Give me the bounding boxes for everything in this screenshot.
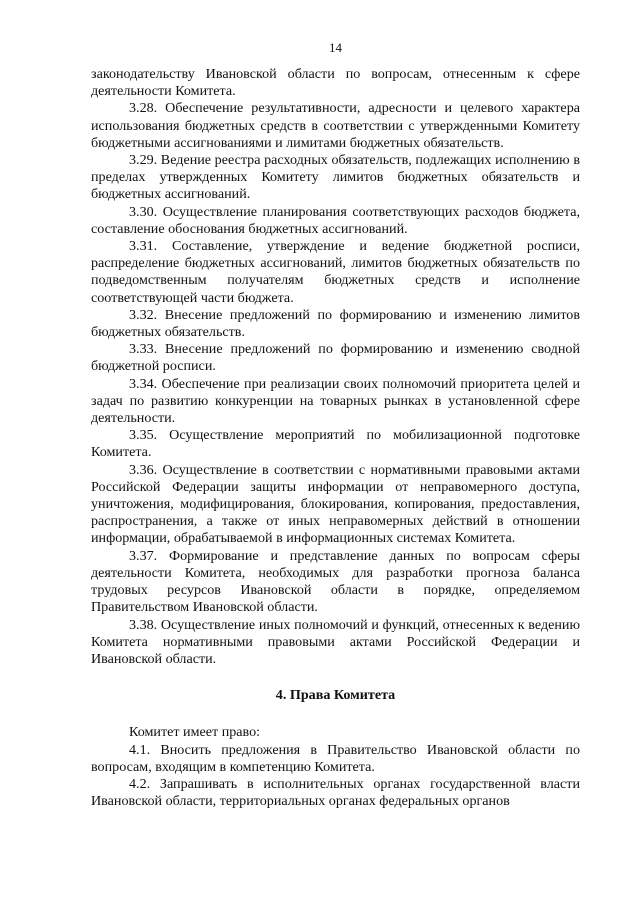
document-body: [91, 66, 580, 810]
paragraph-4-2: 4.2. Запрашивать в исполнительных органах государственной власти Ивановской области, территориальных органах федеральных органов: [91, 775, 580, 810]
paragraph-3-36: 3.36. Осуществление в соответствии с нормативными правовыми актами Российской Федерации защиты информации от неправомерного доступа, уничтожения, модифицирования, блокирования, копирования, предоставления, распространения, а также от иных неправомерных действий в отношении информации, обрабатываемой в информационных системах Комитета.: [91, 461, 580, 547]
paragraph-3-35: 3.35. Осуществление мероприятий по мобилизационной подготовке Комитета.: [91, 427, 580, 461]
paragraph-3-37: 3.37. Формирование и представление данных по вопросам сферы деятельности Комитета, необходимых для разработки прогноза баланса трудовых ресурсов Ивановской области в порядке, определяемом Правительством Ивановской области.: [91, 547, 580, 616]
paragraph-4-1: 4.1. Вносить предложения в Правительство Ивановской области по вопросам, входящим в компетенцию Комитета.: [91, 741, 580, 775]
paragraph-3-32: 3.32. Внесение предложений по формированию и изменению лимитов бюджетных обязательств.: [91, 306, 580, 341]
page-number: 14: [329, 40, 342, 55]
section-heading: 4. Права Комитета: [275, 687, 396, 704]
paragraph-continuation: законодательству Ивановской области по вопросам, отнесенным к сфере деятельности Комитета.: [91, 66, 580, 100]
paragraph-3-29: 3.29. Ведение реестра расходных обязательств, подлежащих исполнению в пределах утвержденных Комитету лимитов бюджетных обязательств и бюджетных ассигнований.: [91, 152, 580, 203]
paragraph-3-30: 3.30. Осуществление планирования соответствующих расходов бюджета, составление обоснования бюджетных ассигнований.: [91, 203, 580, 237]
section-intro: Комитет имеет право:: [129, 724, 261, 741]
paragraph-3-33: 3.33. Внесение предложений по формированию и изменению сводной бюджетной росписи.: [91, 341, 580, 375]
paragraph-3-38: 3.38. Осуществление иных полномочий и функций, отнесенных к ведению Комитета нормативными правовыми актами Российской Федерации и Ивановской области.: [91, 616, 580, 667]
paragraph-3-28: 3.28. Обеспечение результативности, адресности и целевого характера использования бюджетных средств в соответствии с утвержденными Комитету бюджетными ассигнованиями и лимитами бюджетных обязательств.: [91, 100, 580, 151]
paragraph-3-31: 3.31. Составление, утверждение и ведение бюджетной росписи, распределение бюджетных ассигнований, лимитов бюджетных обязательств по подведомственным получателям бюджетных средств и исполнение соответствующей части бюджета.: [91, 238, 580, 306]
paragraph-3-34: 3.34. Обеспечение при реализации своих полномочий приоритета целей и задач по развитию конкуренции на товарных рынках в установленной сфере деятельности.: [91, 375, 580, 427]
